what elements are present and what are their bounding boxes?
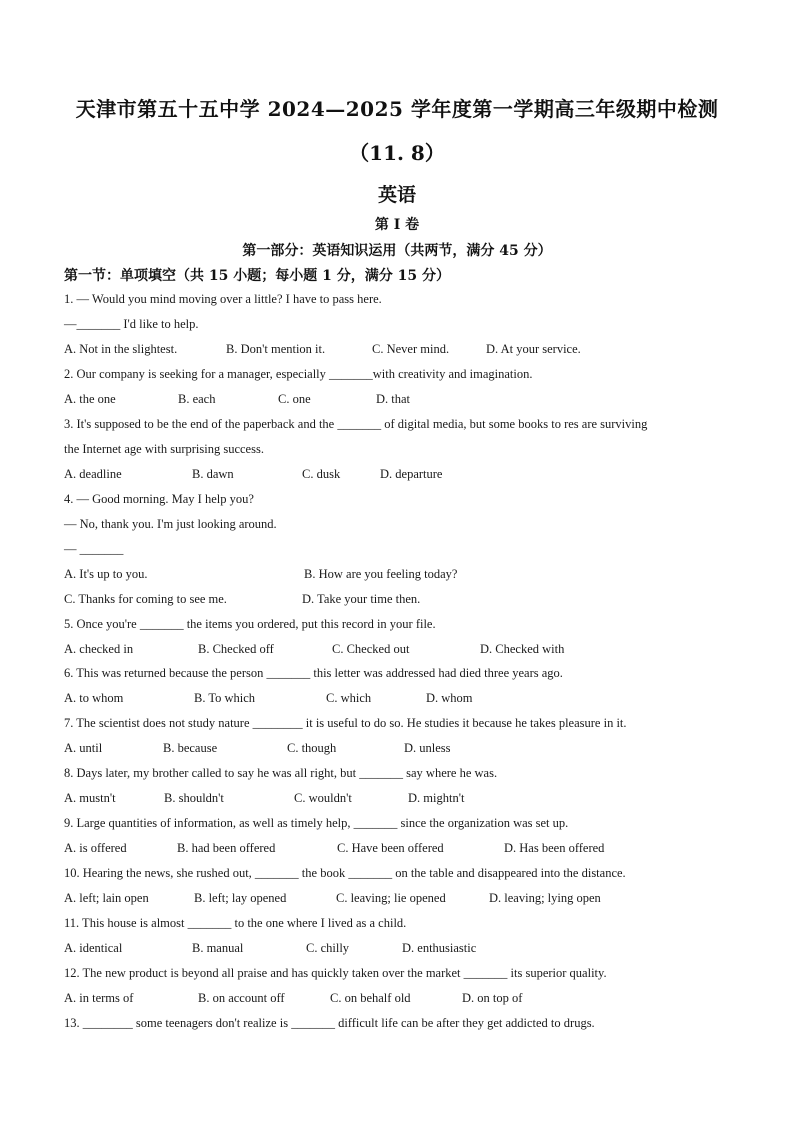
question-4-option-a: A. It's up to you. xyxy=(64,567,148,581)
question-9-option-d: D. Has been offered xyxy=(504,841,605,855)
question-2-option-b: B. each xyxy=(178,392,216,406)
question-1-option-d: D. At your service. xyxy=(486,342,581,356)
question-5-option-c: C. Checked out xyxy=(332,642,410,656)
section-heading: 第一节：单项填空（共 15 小题；每小题 1 分，满分 15 分） xyxy=(64,268,450,284)
question-12-option-a: A. in terms of xyxy=(64,991,134,1005)
exam-date: （11. 8） xyxy=(349,141,445,165)
question-8-option-b: B. shouldn't xyxy=(164,791,224,805)
question-13-stem: 13. ________ some teenagers don't realize is _______ difficult life can be after they get addicted to drugs. xyxy=(64,1016,595,1030)
question-9-stem: 9. Large quantities of information, as well as timely help, _______ since the organization was set up. xyxy=(64,816,569,830)
question-3-stem-cont: the Internet age with surprising success. xyxy=(64,442,264,456)
question-12-option-b: B. on account off xyxy=(198,991,285,1005)
question-10-option-a: A. left; lain open xyxy=(64,891,149,905)
question-5-option-b: B. Checked off xyxy=(198,642,274,656)
question-12-option-c: C. on behalf old xyxy=(330,991,411,1005)
question-10-stem: 10. Hearing the news, she rushed out, _______ the book _______ on the table and disappeared into the distance. xyxy=(64,866,626,880)
question-11-option-d: D. enthusiastic xyxy=(402,941,477,955)
question-9-option-b: B. had been offered xyxy=(177,841,276,855)
volume-label: 第 I 卷 xyxy=(374,217,420,233)
question-10-option-c: C. leaving; lie opened xyxy=(336,891,446,905)
question-4-option-d: D. Take your time then. xyxy=(302,592,421,606)
question-3-option-a: A. deadline xyxy=(64,467,122,481)
question-5-option-a: A. checked in xyxy=(64,642,134,656)
question-6-option-b: B. To which xyxy=(194,691,256,705)
question-11-option-a: A. identical xyxy=(64,941,123,955)
question-8-option-c: C. wouldn't xyxy=(294,791,352,805)
question-11-stem: 11. This house is almost _______ to the one where I lived as a child. xyxy=(64,916,407,930)
question-1-option-b: B. Don't mention it. xyxy=(226,342,326,356)
question-10-option-d: D. leaving; lying open xyxy=(489,891,601,905)
question-3-stem: 3. It's supposed to be the end of the paperback and the _______ of digital media, but some books to res are surviving xyxy=(64,417,648,431)
question-1-option-c: C. Never mind. xyxy=(372,342,450,356)
question-11-option-b: B. manual xyxy=(192,941,244,955)
question-5-stem: 5. Once you're _______ the items you ordered, put this record in your file. xyxy=(64,617,436,631)
question-1-option-a: A. Not in the slightest. xyxy=(64,342,178,356)
question-8-option-d: D. mightn't xyxy=(408,791,465,805)
question-3-option-d: D. departure xyxy=(380,467,443,481)
question-7-option-d: D. unless xyxy=(404,741,451,755)
question-4-dialogue-2: — _______ xyxy=(64,542,124,556)
question-10-option-b: B. left; lay opened xyxy=(194,891,287,905)
question-4-option-b: B. How are you feeling today? xyxy=(304,567,458,581)
question-4-option-c: C. Thanks for coming to see me. xyxy=(64,592,227,606)
question-1-dialogue: —_______ I'd like to help. xyxy=(64,317,199,331)
subject-title: 英语 xyxy=(377,184,416,206)
question-9-option-a: A. is offered xyxy=(64,841,127,855)
question-4-stem: 4. — Good morning. May I help you? xyxy=(64,492,254,506)
question-2-option-a: A. the one xyxy=(64,392,116,406)
question-2-option-d: D. that xyxy=(376,392,411,406)
question-6-stem: 6. This was returned because the person _______ this letter was addressed had died three years ago. xyxy=(64,666,563,680)
question-12-option-d: D. on top of xyxy=(462,991,523,1005)
question-6-option-c: C. which xyxy=(326,691,372,705)
question-2-stem: 2. Our company is seeking for a manager, especially _______with creativity and imagination. xyxy=(64,367,533,381)
question-11-option-c: C. chilly xyxy=(306,941,350,955)
exam-title: 天津市第五十五中学 2024—2025 学年度第一学期高三年级期中检测 xyxy=(75,97,719,121)
question-1-stem: 1. — Would you mind moving over a little? I have to pass here. xyxy=(64,292,382,306)
question-7-option-c: C. though xyxy=(287,741,337,755)
part-heading: 第一部分：英语知识运用（共两节，满分 45 分） xyxy=(242,243,552,259)
question-9-option-c: C. Have been offered xyxy=(337,841,444,855)
question-3-option-b: B. dawn xyxy=(192,467,234,481)
question-8-option-a: A. mustn't xyxy=(64,791,116,805)
question-7-option-b: B. because xyxy=(163,741,218,755)
question-5-option-d: D. Checked with xyxy=(480,642,565,656)
question-7-option-a: A. until xyxy=(64,741,103,755)
question-6-option-d: D. whom xyxy=(426,691,473,705)
question-2-option-c: C. one xyxy=(278,392,311,406)
question-12-stem: 12. The new product is beyond all praise and has quickly taken over the market _______ its superior quality. xyxy=(64,966,607,980)
question-7-stem: 7. The scientist does not study nature ________ it is useful to do so. He studies it because he takes pleasure in it. xyxy=(64,716,627,730)
question-6-option-a: A. to whom xyxy=(64,691,124,705)
question-8-stem: 8. Days later, my brother called to say he was all right, but _______ say where he was. xyxy=(64,766,498,780)
question-4-dialogue-1: — No, thank you. I'm just looking around. xyxy=(64,517,277,531)
question-3-option-c: C. dusk xyxy=(302,467,341,481)
